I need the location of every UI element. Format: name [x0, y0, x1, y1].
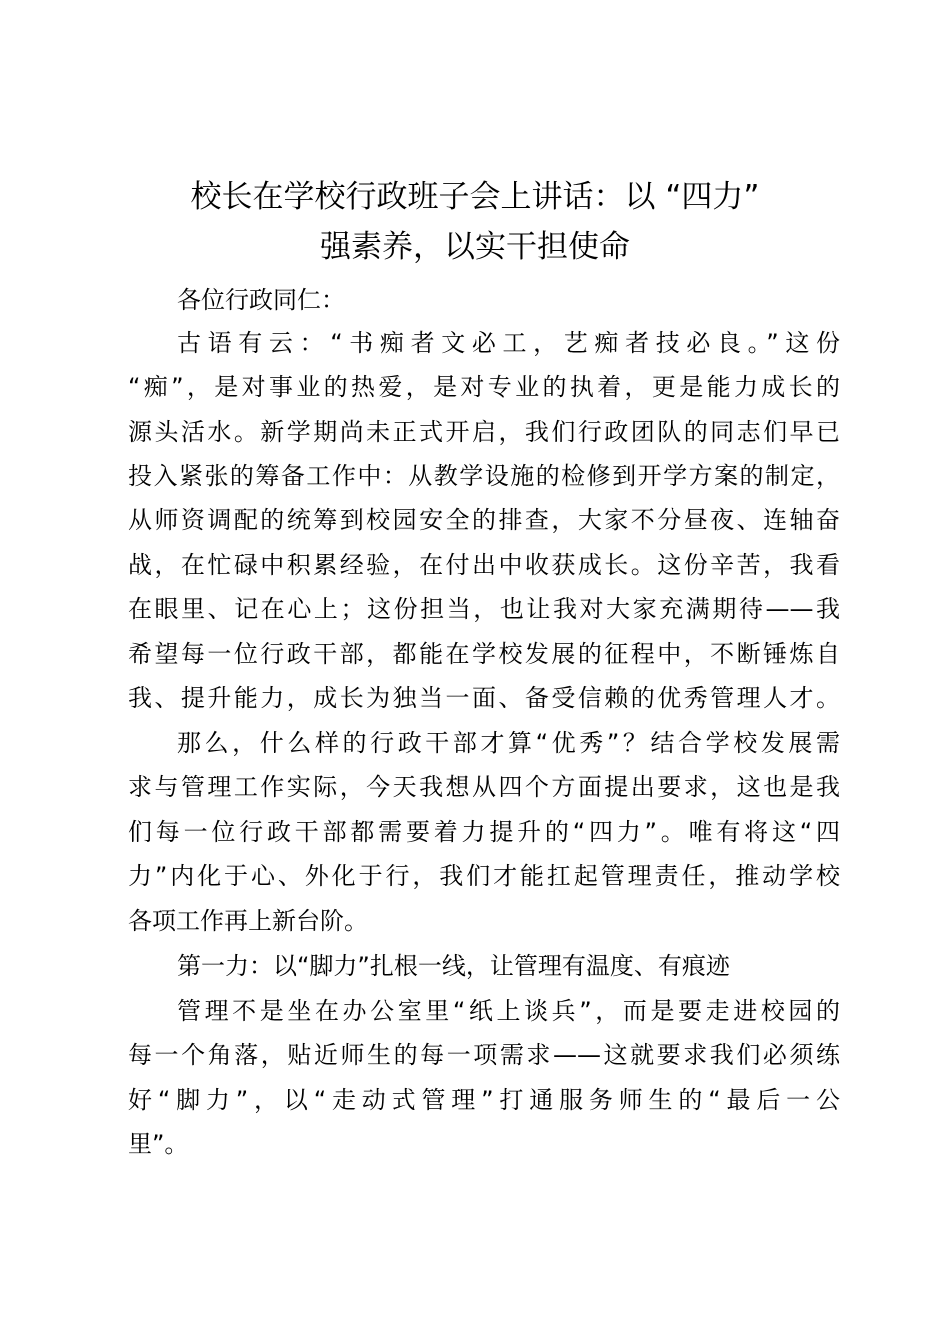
text-line: 各项工作再上新台阶。: [128, 907, 368, 935]
section-heading: 第一力：以“脚力”扎根一线，让管理有温度、有痕迹: [177, 952, 730, 980]
text-line: 在眼里、记在心上；这份担当，也让我对大家充满期待——我: [128, 595, 840, 623]
document-title-line-2: 强素养，以实干担使命: [320, 229, 630, 265]
text-line: 我、提升能力，成长为独当一面、备受信赖的优秀管理人才。: [128, 684, 840, 712]
text-line: 管理不是坐在办公室里“纸上谈兵”，而是要走进校园的: [177, 997, 840, 1025]
text-line: 们每一位行政干部都需要着力提升的“四力”。唯有将这“四: [128, 818, 840, 846]
text-line: 源头活水。新学期尚未正式开启，我们行政团队的同志们早已: [128, 418, 840, 446]
text-line: 投入紧张的筹备工作中：从教学设施的检修到开学方案的制定，: [128, 462, 840, 490]
text-line: 里”。: [128, 1130, 189, 1158]
text-line: 从师资调配的统筹到校园安全的排查，大家不分昼夜、连轴奋: [128, 506, 840, 534]
salutation: 各位行政同仁：: [177, 286, 345, 314]
text-line: 力”内化于心、外化于行，我们才能扛起管理责任，推动学校: [128, 862, 840, 890]
text-line: 每一个角落，贴近师生的每一项需求——这就要求我们必须练: [128, 1041, 840, 1069]
text-line: “痴”，是对事业的热爱，是对专业的执着，更是能力成长的: [128, 373, 840, 401]
text-line: 好“脚力”，以“走动式管理”打通服务师生的“最后一公: [128, 1086, 840, 1114]
text-line: 那么，什么样的行政干部才算“优秀”？结合学校发展需: [177, 729, 840, 757]
text-line: 求与管理工作实际，今天我想从四个方面提出要求，这也是我: [128, 773, 840, 801]
text-line: 战，在忙碌中积累经验，在付出中收获成长。这份辛苦，我看: [128, 551, 840, 579]
text-line: 古语有云：“书痴者文必工，艺痴者技必良。”这份: [177, 329, 840, 357]
text-line: 希望每一位行政干部，都能在学校发展的征程中，不断锤炼自: [128, 640, 840, 668]
document-title-line-1: 校长在学校行政班子会上讲话：以 “四力”: [190, 179, 760, 215]
